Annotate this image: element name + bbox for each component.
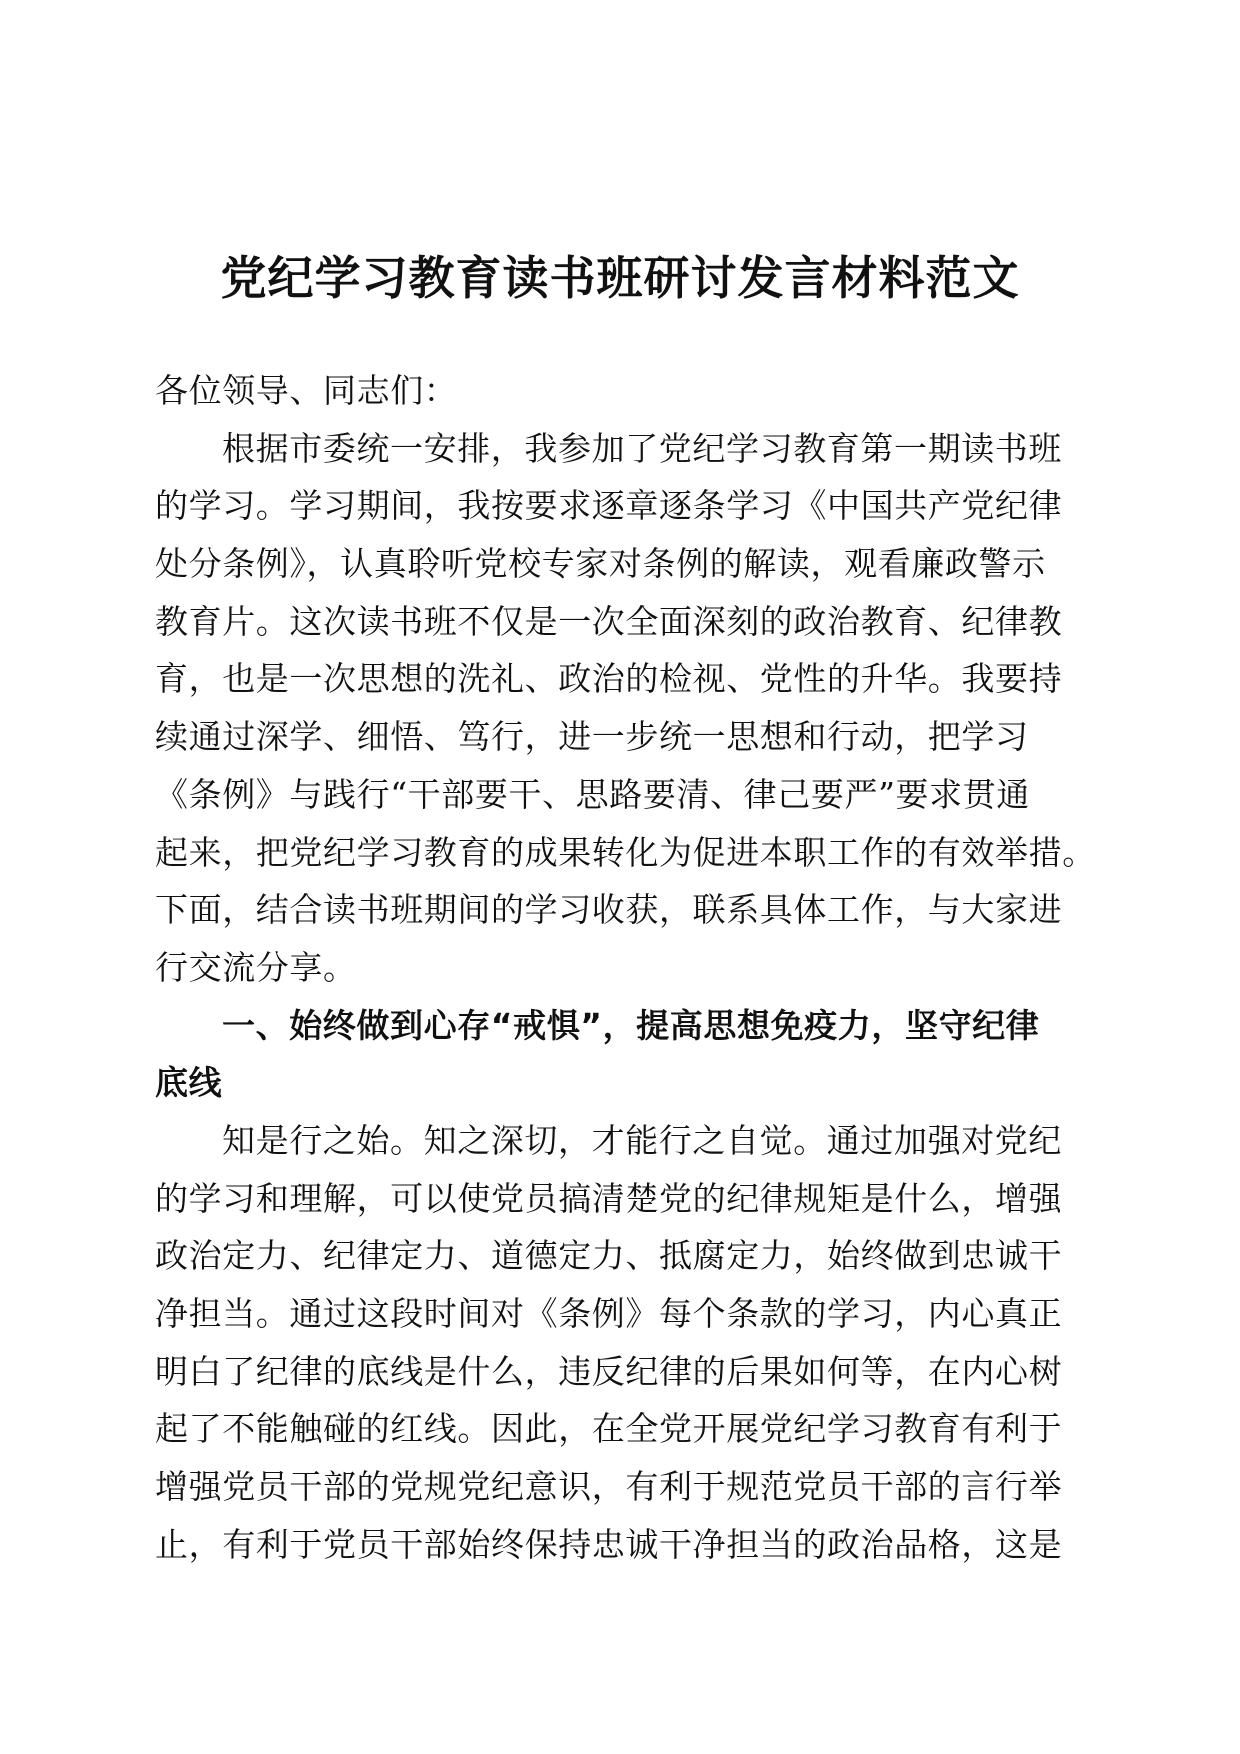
paragraph-line: 根据市委统一安排，我参加了党纪学习教育第一期读书班 bbox=[222, 428, 1062, 468]
section-heading-line: 底线 bbox=[155, 1063, 223, 1103]
paragraph-line: 增强党员干部的党规党纪意识，有利于规范党员干部的言行举 bbox=[155, 1467, 1063, 1507]
paragraph-line: 教育片。这次读书班不仅是一次全面深刻的政治教育、纪律教 bbox=[155, 601, 1063, 641]
paragraph-line: 下面，结合读书班期间的学习收获，联系具体工作，与大家进 bbox=[155, 890, 1063, 930]
paragraph-line: 止，有利于党员干部始终保持忠诚干净担当的政治品格，这是 bbox=[155, 1524, 1063, 1564]
paragraph-line: 的学习。学习期间，我按要求逐章逐条学习《中国共产党纪律 bbox=[155, 486, 1063, 526]
document-title: 党纪学习教育读书班研讨发言材料范文 bbox=[220, 251, 1020, 305]
paragraph-line: 净担当。通过这段时间对《条例》每个条款的学习，内心真正 bbox=[155, 1294, 1063, 1333]
paragraph-line: 行交流分享。 bbox=[155, 947, 357, 987]
paragraph-line: 明白了纪律的底线是什么，违反纪律的后果如何等，在内心树 bbox=[155, 1351, 1063, 1391]
paragraph-line: 续通过深学、细悟、笃行，进一步统一思想和行动，把学习 bbox=[155, 717, 1029, 757]
section-heading-line: 一、始终做到心存“戒惧”，提高思想免疫力，坚守纪律 bbox=[222, 1005, 1040, 1045]
paragraph-line: 起来，把党纪学习教育的成果转化为促进本职工作的有效举措。 bbox=[155, 832, 1096, 872]
document-body bbox=[155, 362, 1096, 1573]
paragraph-line: 的学习和理解，可以使党员搞清楚党的纪律规矩是什么，增强 bbox=[155, 1178, 1063, 1218]
paragraph-line: 育，也是一次思想的洗礼、政治的检视、党性的升华。我要持 bbox=[155, 659, 1063, 699]
paragraph-line: 知是行之始。知之深切，才能行之自觉。通过加强对党纪 bbox=[222, 1120, 1062, 1160]
paragraph-line: 各位领导、同志们： bbox=[155, 371, 458, 410]
paragraph-line: 《条例》与践行“干部要干、思路要清、律己要严”要求贯通 bbox=[155, 774, 1030, 814]
paragraph-line: 处分条例》，认真聆听党校专家对条例的解读，观看廉政警示 bbox=[155, 544, 1046, 584]
paragraph-line: 起了不能触碰的红线。因此，在全党开展党纪学习教育有利于 bbox=[155, 1409, 1063, 1449]
paragraph-line: 政治定力、纪律定力、道德定力、抵腐定力，始终做到忠诚干 bbox=[155, 1236, 1063, 1276]
